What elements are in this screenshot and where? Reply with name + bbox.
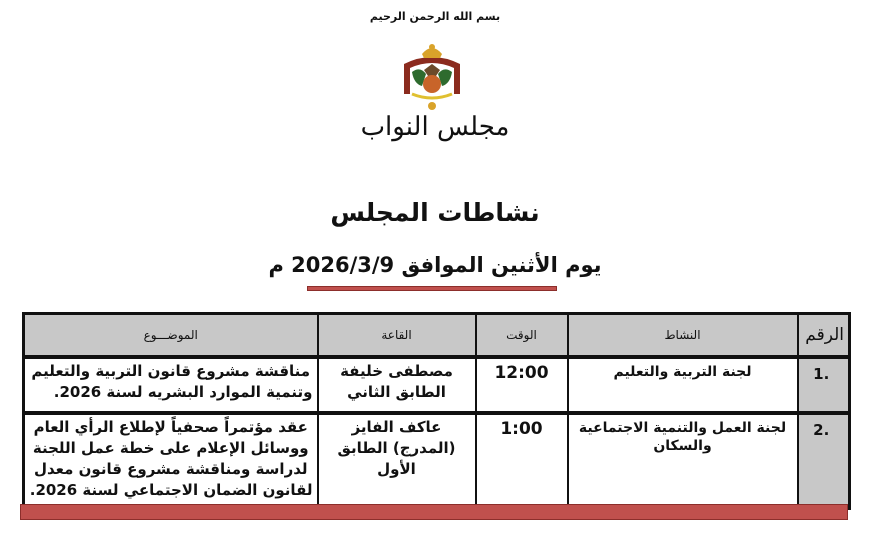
table-row <box>24 413 850 509</box>
table-row <box>24 357 850 413</box>
hall-cell: مصطفى خليفة الطابق الثاني <box>318 357 476 413</box>
date-line: يوم الأثنين الموافق 2026/3/9 م <box>268 253 602 277</box>
parliament-name: مجلس النواب <box>360 112 510 142</box>
column-header-activity: النشاط <box>568 314 798 358</box>
hall-cell: عاكف الفايز (المدرج) الطابق الأول <box>318 413 476 509</box>
time-cell: 12:00 <box>476 357 568 413</box>
time-cell: 1:00 <box>476 413 568 509</box>
table-header-row <box>24 314 850 358</box>
jordan-coat-of-arms-icon <box>398 42 466 114</box>
row-number: .2 <box>798 413 850 509</box>
column-header-time: الوقت <box>476 314 568 358</box>
activity-cell: لجنة العمل والتنمية الاجتماعية والسكان <box>568 413 798 509</box>
column-header-hall: القاعة <box>318 314 476 358</box>
page-title: نشاطات المجلس <box>330 198 540 227</box>
subject-cell: مناقشة مشروع قانون التربية والتعليم وتنمية الموارد البشريه لسنة 2026. <box>24 357 318 413</box>
basmala: بسم الله الرحمن الرحيم <box>369 10 501 23</box>
activities-table <box>22 312 851 510</box>
date-underline-divider <box>307 286 557 291</box>
column-header-subject: الموضـــوع <box>24 314 318 358</box>
footer-accent-bar <box>20 504 848 520</box>
row-number: .1 <box>798 357 850 413</box>
subject-cell: عقد مؤتمراً صحفياً لإطلاع الرأي العام ووسائل الإعلام على خطة عمل اللجنة لدراسة ومناقشة مشروع قانون معدل لقانون الضمان الاجتماعي لسنة 2026. <box>24 413 318 509</box>
activity-cell: لجنة التربية والتعليم <box>568 357 798 413</box>
column-header-number: الرقم <box>798 314 850 358</box>
